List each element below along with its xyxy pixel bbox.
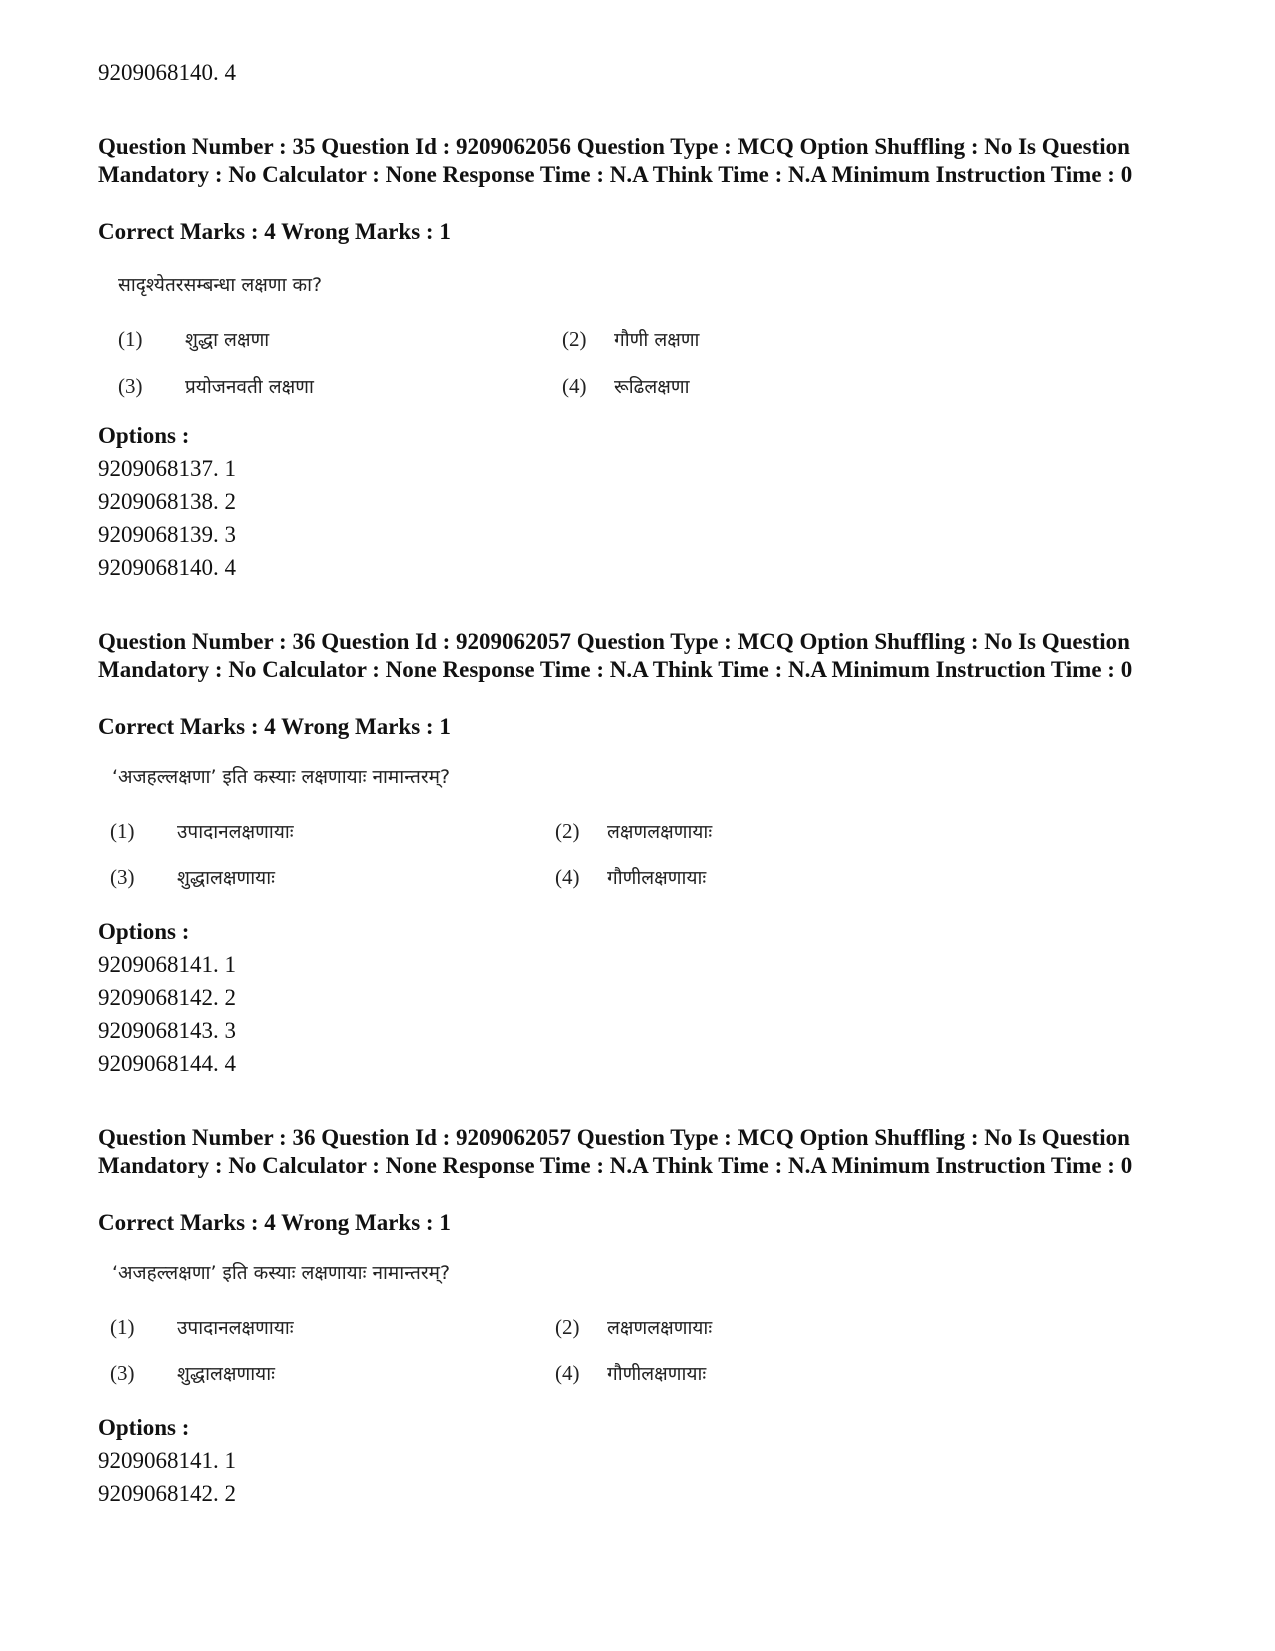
question-text: ‘अजहल्लक्षणा’ इति कस्याः लक्षणायाः नामान्तरम्? xyxy=(112,1262,451,1284)
choice-number: (4) xyxy=(562,374,587,398)
choice-number: (1) xyxy=(110,819,135,843)
question-marks: Correct Marks : 4 Wrong Marks : 1 xyxy=(98,1210,451,1235)
choice-number: (4) xyxy=(555,865,580,889)
option-id: 9209068139. 3 xyxy=(98,522,236,547)
choice-number: (3) xyxy=(110,1361,135,1385)
options-label: Options : xyxy=(98,423,190,448)
question-marks: Correct Marks : 4 Wrong Marks : 1 xyxy=(98,714,451,739)
choice-number: (2) xyxy=(555,819,580,843)
option-id: 9209068137. 1 xyxy=(98,456,236,481)
option-id: 9209068138. 2 xyxy=(98,489,236,514)
question-marks: Correct Marks : 4 Wrong Marks : 1 xyxy=(98,219,451,244)
choice-number: (3) xyxy=(118,374,143,398)
options-label: Options : xyxy=(98,919,190,944)
choice-text: गौणी लक्षणा xyxy=(614,329,700,351)
choice-text: रूढिलक्षणा xyxy=(614,376,690,398)
choice-text: गौणीलक्षणायाः xyxy=(607,1363,707,1385)
choice-text: प्रयोजनवती लक्षणा xyxy=(185,376,314,398)
option-id: 9209068142. 2 xyxy=(98,985,236,1010)
choice-text: गौणीलक्षणायाः xyxy=(607,867,707,889)
carryover-option: 9209068140. 4 xyxy=(98,60,236,85)
question-text: सादृश्येतरसम्बन्धा लक्षणा का? xyxy=(118,274,323,296)
question-meta: Question Number : 36 Question Id : 9209062057 Question Type : MCQ Option Shuffling : No Is Question Mandatory : No Calculator : None Response Time : N.A Think Time : N.A Minimum Instruction Time : 0 xyxy=(98,629,1133,682)
option-id: 9209068144. 4 xyxy=(98,1051,236,1076)
choice-number: (4) xyxy=(555,1361,580,1385)
question-meta: Question Number : 35 Question Id : 9209062056 Question Type : MCQ Option Shuffling : No Is Question Mandatory : No Calculator : None Response Time : N.A Think Time : N.A Minimum Instruction Time : 0 xyxy=(98,134,1133,187)
choice-text: लक्षणलक्षणायाः xyxy=(607,821,713,843)
question-meta: Question Number : 36 Question Id : 9209062057 Question Type : MCQ Option Shuffling : No Is Question Mandatory : No Calculator : None Response Time : N.A Think Time : N.A Minimum Instruction Time : 0 xyxy=(98,1125,1133,1178)
choice-number: (1) xyxy=(118,327,143,351)
choice-text: शुद्धा लक्षणा xyxy=(185,329,270,351)
option-id: 9209068140. 4 xyxy=(98,555,236,580)
option-id: 9209068143. 3 xyxy=(98,1018,236,1043)
choice-text: उपादानलक्षणायाः xyxy=(177,821,294,843)
choice-text: शुद्धालक्षणायाः xyxy=(177,867,275,889)
option-id: 9209068141. 1 xyxy=(98,952,236,977)
choice-text: लक्षणलक्षणायाः xyxy=(607,1317,713,1339)
options-label: Options : xyxy=(98,1415,190,1440)
choice-text: शुद्धालक्षणायाः xyxy=(177,1363,275,1385)
option-id: 9209068142. 2 xyxy=(98,1481,236,1506)
question-text: ‘अजहल्लक्षणा’ इति कस्याः लक्षणायाः नामान्तरम्? xyxy=(112,766,451,788)
choice-number: (2) xyxy=(562,327,587,351)
choice-number: (1) xyxy=(110,1315,135,1339)
choice-number: (2) xyxy=(555,1315,580,1339)
choice-number: (3) xyxy=(110,865,135,889)
choice-text: उपादानलक्षणायाः xyxy=(177,1317,294,1339)
option-id: 9209068141. 1 xyxy=(98,1448,236,1473)
